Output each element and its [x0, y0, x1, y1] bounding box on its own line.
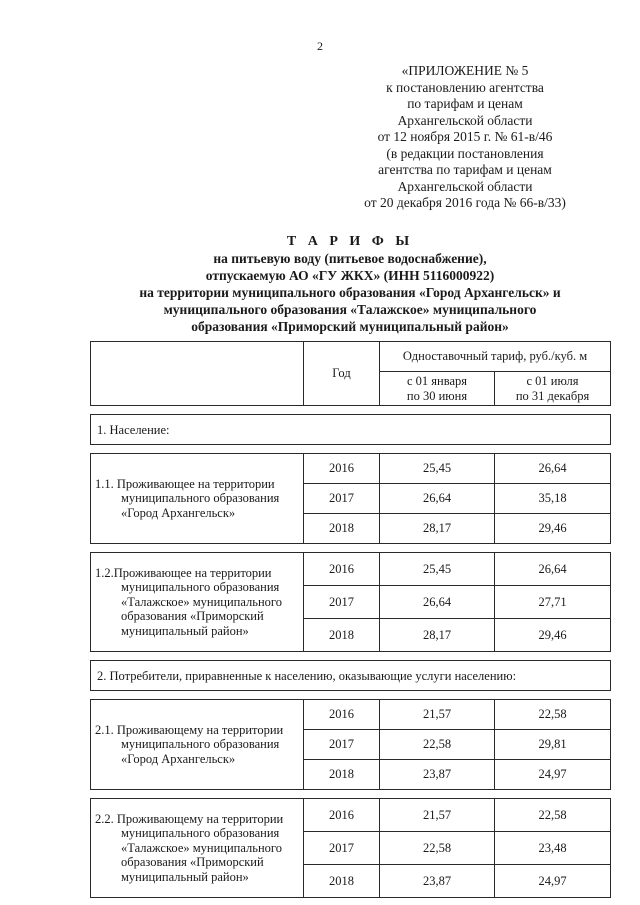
- table-row: [91, 454, 611, 484]
- heading-line: отпускаемую АО «ГУ ЖКХ» (ИНН 5116000922): [205, 268, 495, 283]
- header-period-line: по 30 июня: [406, 388, 468, 403]
- year-cell: 2018: [304, 760, 380, 790]
- section-title: 1. Население:: [91, 415, 611, 445]
- table-spacer-row: [91, 652, 611, 661]
- tariff-first-half-cell: 23,87: [380, 865, 495, 898]
- consumer-description-line: муниципального образования: [121, 491, 280, 506]
- appendix-line: агентства по тарифам и ценам: [378, 162, 552, 177]
- consumer-description: [91, 553, 304, 652]
- year-cell: 2017: [304, 484, 380, 514]
- consumer-description-line: муниципального образования: [121, 826, 280, 841]
- consumer-description-line: «Город Архангельск»: [121, 505, 236, 520]
- tariff-second-half-cell: 29,46: [495, 619, 611, 652]
- tariff-first-half-cell: 26,64: [380, 586, 495, 619]
- appendix-line: от 12 ноября 2015 г. № 61-в/46: [377, 129, 553, 144]
- table-spacer-cell: [91, 790, 611, 799]
- year-cell: 2017: [304, 586, 380, 619]
- consumer-description-line: 2.1. Проживающему на территории: [95, 722, 284, 737]
- tariff-second-half-cell: 29,46: [495, 514, 611, 544]
- document-heading: [60, 233, 640, 335]
- consumer-description-line: 2.2. Проживающему на территории: [95, 811, 284, 826]
- table-spacer-row: [91, 790, 611, 799]
- table-spacer-cell: [91, 652, 611, 661]
- year-cell: 2017: [304, 832, 380, 865]
- tariff-second-half-cell: 23,48: [495, 832, 611, 865]
- header-year: Год: [304, 342, 380, 406]
- tariff-first-half-cell: 23,87: [380, 760, 495, 790]
- table-spacer-cell: [91, 445, 611, 454]
- consumer-description-line: образования «Приморский: [121, 855, 264, 870]
- table-row: [91, 700, 611, 730]
- table-spacer-row: [91, 544, 611, 553]
- heading-line: муниципального образования «Талажское» муниципального: [163, 302, 537, 317]
- table-spacer-row: [91, 445, 611, 454]
- appendix-line: по тарифам и ценам: [407, 96, 523, 111]
- header-tariff-title: Одноставочный тариф, руб./куб. м: [380, 342, 611, 372]
- header-period-first-half: [380, 372, 495, 406]
- year-cell: 2016: [304, 700, 380, 730]
- tariff-first-half-cell: 22,58: [380, 832, 495, 865]
- consumer-description-line: образования «Приморский: [121, 609, 264, 624]
- year-cell: 2018: [304, 865, 380, 898]
- consumer-description: [91, 799, 304, 898]
- page-number: 2: [317, 39, 323, 53]
- consumer-description: [91, 700, 304, 790]
- table-spacer-cell: [91, 544, 611, 553]
- consumer-description-line: муниципальный район»: [121, 623, 249, 638]
- appendix-line: Архангельской области: [397, 112, 533, 128]
- tariff-second-half-cell: 35,18: [495, 484, 611, 514]
- consumer-description-line: муниципального образования: [121, 580, 280, 595]
- consumer-description-line: 1.2.Проживающее на территории: [95, 565, 272, 580]
- consumer-description: [91, 454, 304, 544]
- tariff-first-half-cell: 28,17: [380, 619, 495, 652]
- appendix-line: «ПРИЛОЖЕНИЕ № 5: [401, 63, 529, 78]
- tariff-first-half-cell: 22,58: [380, 730, 495, 760]
- consumer-description-line: «Талажское» муниципального: [121, 594, 282, 609]
- tariff-second-half-cell: 27,71: [495, 586, 611, 619]
- appendix-line: Архангельской области: [397, 178, 533, 194]
- consumer-description-line: «Город Архангельск»: [121, 751, 236, 766]
- table-row: [91, 553, 611, 586]
- appendix-block: [330, 63, 600, 212]
- tariff-second-half-cell: 29,81: [495, 730, 611, 760]
- tariff-first-half-cell: 26,64: [380, 484, 495, 514]
- header-blank-cell: [91, 342, 304, 406]
- year-cell: 2016: [304, 799, 380, 832]
- consumer-description-line: 1.1. Проживающее на территории: [95, 476, 275, 491]
- appendix-line: от 20 декабря 2016 года № 66-в/33): [364, 195, 566, 210]
- document-title: Т А Р И Ф Ы: [286, 234, 414, 249]
- tariff-second-half-cell: 26,64: [495, 454, 611, 484]
- tariff-first-half-cell: 21,57: [380, 799, 495, 832]
- year-cell: 2018: [304, 514, 380, 544]
- table-spacer-row: [91, 691, 611, 700]
- tariff-second-half-cell: 24,97: [495, 760, 611, 790]
- tariff-second-half-cell: 22,58: [495, 700, 611, 730]
- section-title: 2. Потребители, приравненные к населению, оказывающие услуги населению:: [91, 661, 611, 691]
- heading-line: на территории муниципального образования «Город Архангельск» и: [139, 285, 561, 300]
- tariff-second-half-cell: 26,64: [495, 553, 611, 586]
- year-cell: 2016: [304, 454, 380, 484]
- tariff-second-half-cell: 22,58: [495, 799, 611, 832]
- heading-line: образования «Приморский муниципальный район»: [191, 319, 509, 334]
- heading-line: на питьевую воду (питьевое водоснабжение),: [213, 251, 487, 266]
- header-period-line: по 31 декабря: [515, 388, 590, 403]
- table-spacer-cell: [91, 406, 611, 415]
- tariff-second-half-cell: 24,97: [495, 865, 611, 898]
- year-cell: 2017: [304, 730, 380, 760]
- section-row: [91, 661, 611, 691]
- header-period-line: с 01 января: [406, 373, 468, 388]
- header-period-second-half: [495, 372, 611, 406]
- section-row: [91, 415, 611, 445]
- year-cell: 2018: [304, 619, 380, 652]
- table-spacer-cell: [91, 691, 611, 700]
- consumer-description-line: «Талажское» муниципального: [121, 840, 282, 855]
- tariff-table: [90, 341, 611, 898]
- year-cell: 2016: [304, 553, 380, 586]
- header-period-line: с 01 июля: [526, 373, 579, 388]
- tariff-first-half-cell: 21,57: [380, 700, 495, 730]
- consumer-description-line: муниципальный район»: [121, 869, 249, 884]
- consumer-description-line: муниципального образования: [121, 737, 280, 752]
- appendix-line: (в редакции постановления: [386, 145, 544, 161]
- tariff-first-half-cell: 25,45: [380, 553, 495, 586]
- tariff-first-half-cell: 28,17: [380, 514, 495, 544]
- table-spacer-row: [91, 406, 611, 415]
- table-row: [91, 799, 611, 832]
- appendix-line: к постановлению агентства: [386, 79, 544, 95]
- tariff-first-half-cell: 25,45: [380, 454, 495, 484]
